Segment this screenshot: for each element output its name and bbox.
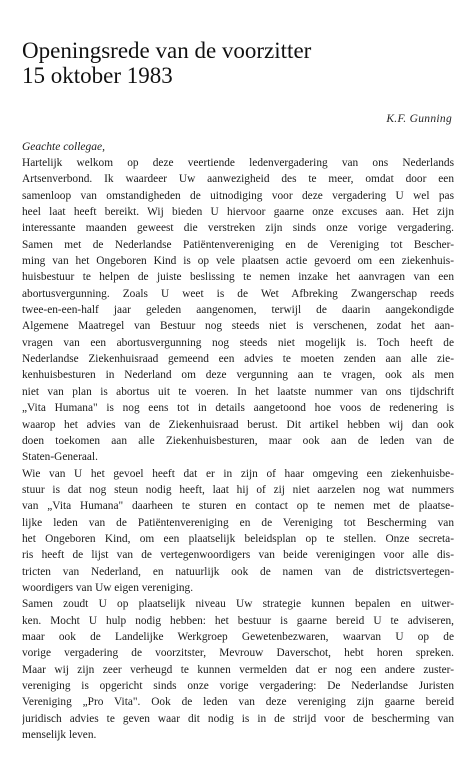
body-text-line: Hartelijk welkom op deze veertiende ledenvergadering van ons Nederlands — [22, 157, 454, 169]
body-text-line: woordigers van Uw eigen vereniging. — [22, 581, 194, 594]
body-text-line: doen toekomen aan alle Ziekenhuisbesturen, maar ook aan de leden van de — [22, 434, 454, 447]
author-name: K.F. Gunning — [386, 113, 452, 125]
body-text-line: Nederlandse Ziekenhuisraad gemeend een advies te moeten zenden aan alle zie- — [22, 353, 454, 366]
body-text-line: menselijk leven. — [22, 729, 97, 742]
body-text-line: Staten-Generaal. — [22, 451, 98, 464]
body-text-line: lijke leden van de Patiëntenvereniging en de Vereniging tot Bescherming van — [22, 516, 454, 529]
body-text-line: van „Vita Humana" daarheen te sturen en contact op te nemen met de plaatse- — [22, 500, 454, 513]
body-text-line: maar ook de Landelijke Werkgroep Gewetenbezwaren, waarvan U op de — [22, 630, 454, 643]
body-text-line: Wie van U het gevoel heeft dat er in zijn of haar omgeving een ziekenhuisbe- — [22, 467, 454, 480]
body-text-line: Vereniging „Pro Vita". Ook de leden van deze vereniging zijn gaarne bereid — [22, 696, 454, 709]
body-text-line: ming van het Ongeboren Kind is op vele plaatsen actie gevoerd om een ziekenhuis- — [22, 255, 454, 268]
body-text-line: Samen met de Nederlandse Patiëntenvereniging en de Vereniging tot Bescher- — [22, 238, 454, 251]
body-text-line: twee-en-een-half jaar geleden aangenomen, terwijl de daarin aangekondigde — [22, 304, 454, 317]
body-text-line: vragen van een abortusvergunning nog steeds niet mogelijk is. Toch heeft de — [22, 336, 454, 349]
article-title-line: 15 oktober 1983 — [22, 63, 173, 88]
body-text-line: juridisch advies te geven waar dit nodig is in de strijd voor de bescherming van — [22, 712, 454, 725]
body-text-line: ken. Mocht U hulp nodig hebben: het bestuur is gaarne bereid U te adviseren, — [22, 614, 454, 627]
body-text-line: tricten van Nederland, en natuurlijk ook de namen van de districtsvertegen- — [22, 565, 454, 578]
body-text-line: huisbestuur te helpen de juiste beslissing te nemen inzake het aanvragen van een — [22, 271, 454, 284]
article-title — [22, 38, 452, 88]
body-text-line: het Ongeboren Kind, om een plaatselijk beleidsplan op te stellen. Onze secreta- — [22, 532, 454, 545]
body-text-line: samenloop van omstandigheden de uitnodiging voor deze vergadering U wel pas — [22, 189, 454, 202]
body-text-line: heel laat heeft bereikt. Wij bieden U hiervoor gaarne onze excuses aan. Het zijn — [22, 206, 454, 219]
body-text-line: interessante maanden geweest die verstreken zijn sinds onze vorige vergadering. — [22, 222, 454, 235]
body-text-line: Artsenverbond. Ik waardeer Uw aanwezigheid des te meer, omdat door een — [22, 173, 454, 186]
body-text-line: Algemene Maatregel van Bestuur nog steeds niet is verschenen, zodat het aan- — [22, 320, 454, 333]
body-text-line: Maar wij zijn zeer verheugd te kunnen vermelden dat er nog een andere zuster- — [22, 663, 454, 676]
article-body — [22, 155, 454, 743]
body-text-line: waarop het advies van de Ziekenhuisraad berust. Dit artikel hebben wij dan ook — [22, 418, 454, 431]
body-text-line: stuur is dat nog steun nodig heeft, laat hij of zij niet aarzelen nog wat nummers — [22, 483, 454, 496]
body-text-line: vorige vergadering de voorzitster, Mevrouw Daverschot, hebt horen spreken. — [22, 647, 454, 660]
body-text-line: ris heeft de lijst van de vertegenwoordigers van beide verenigingen voor alle dis- — [22, 549, 454, 562]
body-text-line: „Vita Humana" is nog eens tot in details aangetoond hoe voos de redenering is — [22, 402, 454, 415]
body-text-line: vereniging is opgericht sinds onze vorige vergadering: De Nederlandse Juristen — [22, 680, 454, 692]
body-text-line: Samen zoudt U op plaatselijk niveau Uw strategie kunnen bepalen en uitwer- — [22, 598, 454, 611]
article-title-line: Openingsrede van de voorzitter — [22, 38, 312, 63]
body-text-line: abortusvergunning. Zoals U weet is de Wet Afbreking Zwangerschap reeds — [22, 287, 454, 300]
salutation: Geachte collegae, — [22, 141, 106, 153]
body-text-line: kenhuisbesturen in Nederland om deze vergunning aan te vragen, ook als men — [22, 369, 454, 382]
body-text-line: niet van plan is abortus uit te voeren. In het laatste nummer van ons tijdschrift — [22, 385, 454, 398]
